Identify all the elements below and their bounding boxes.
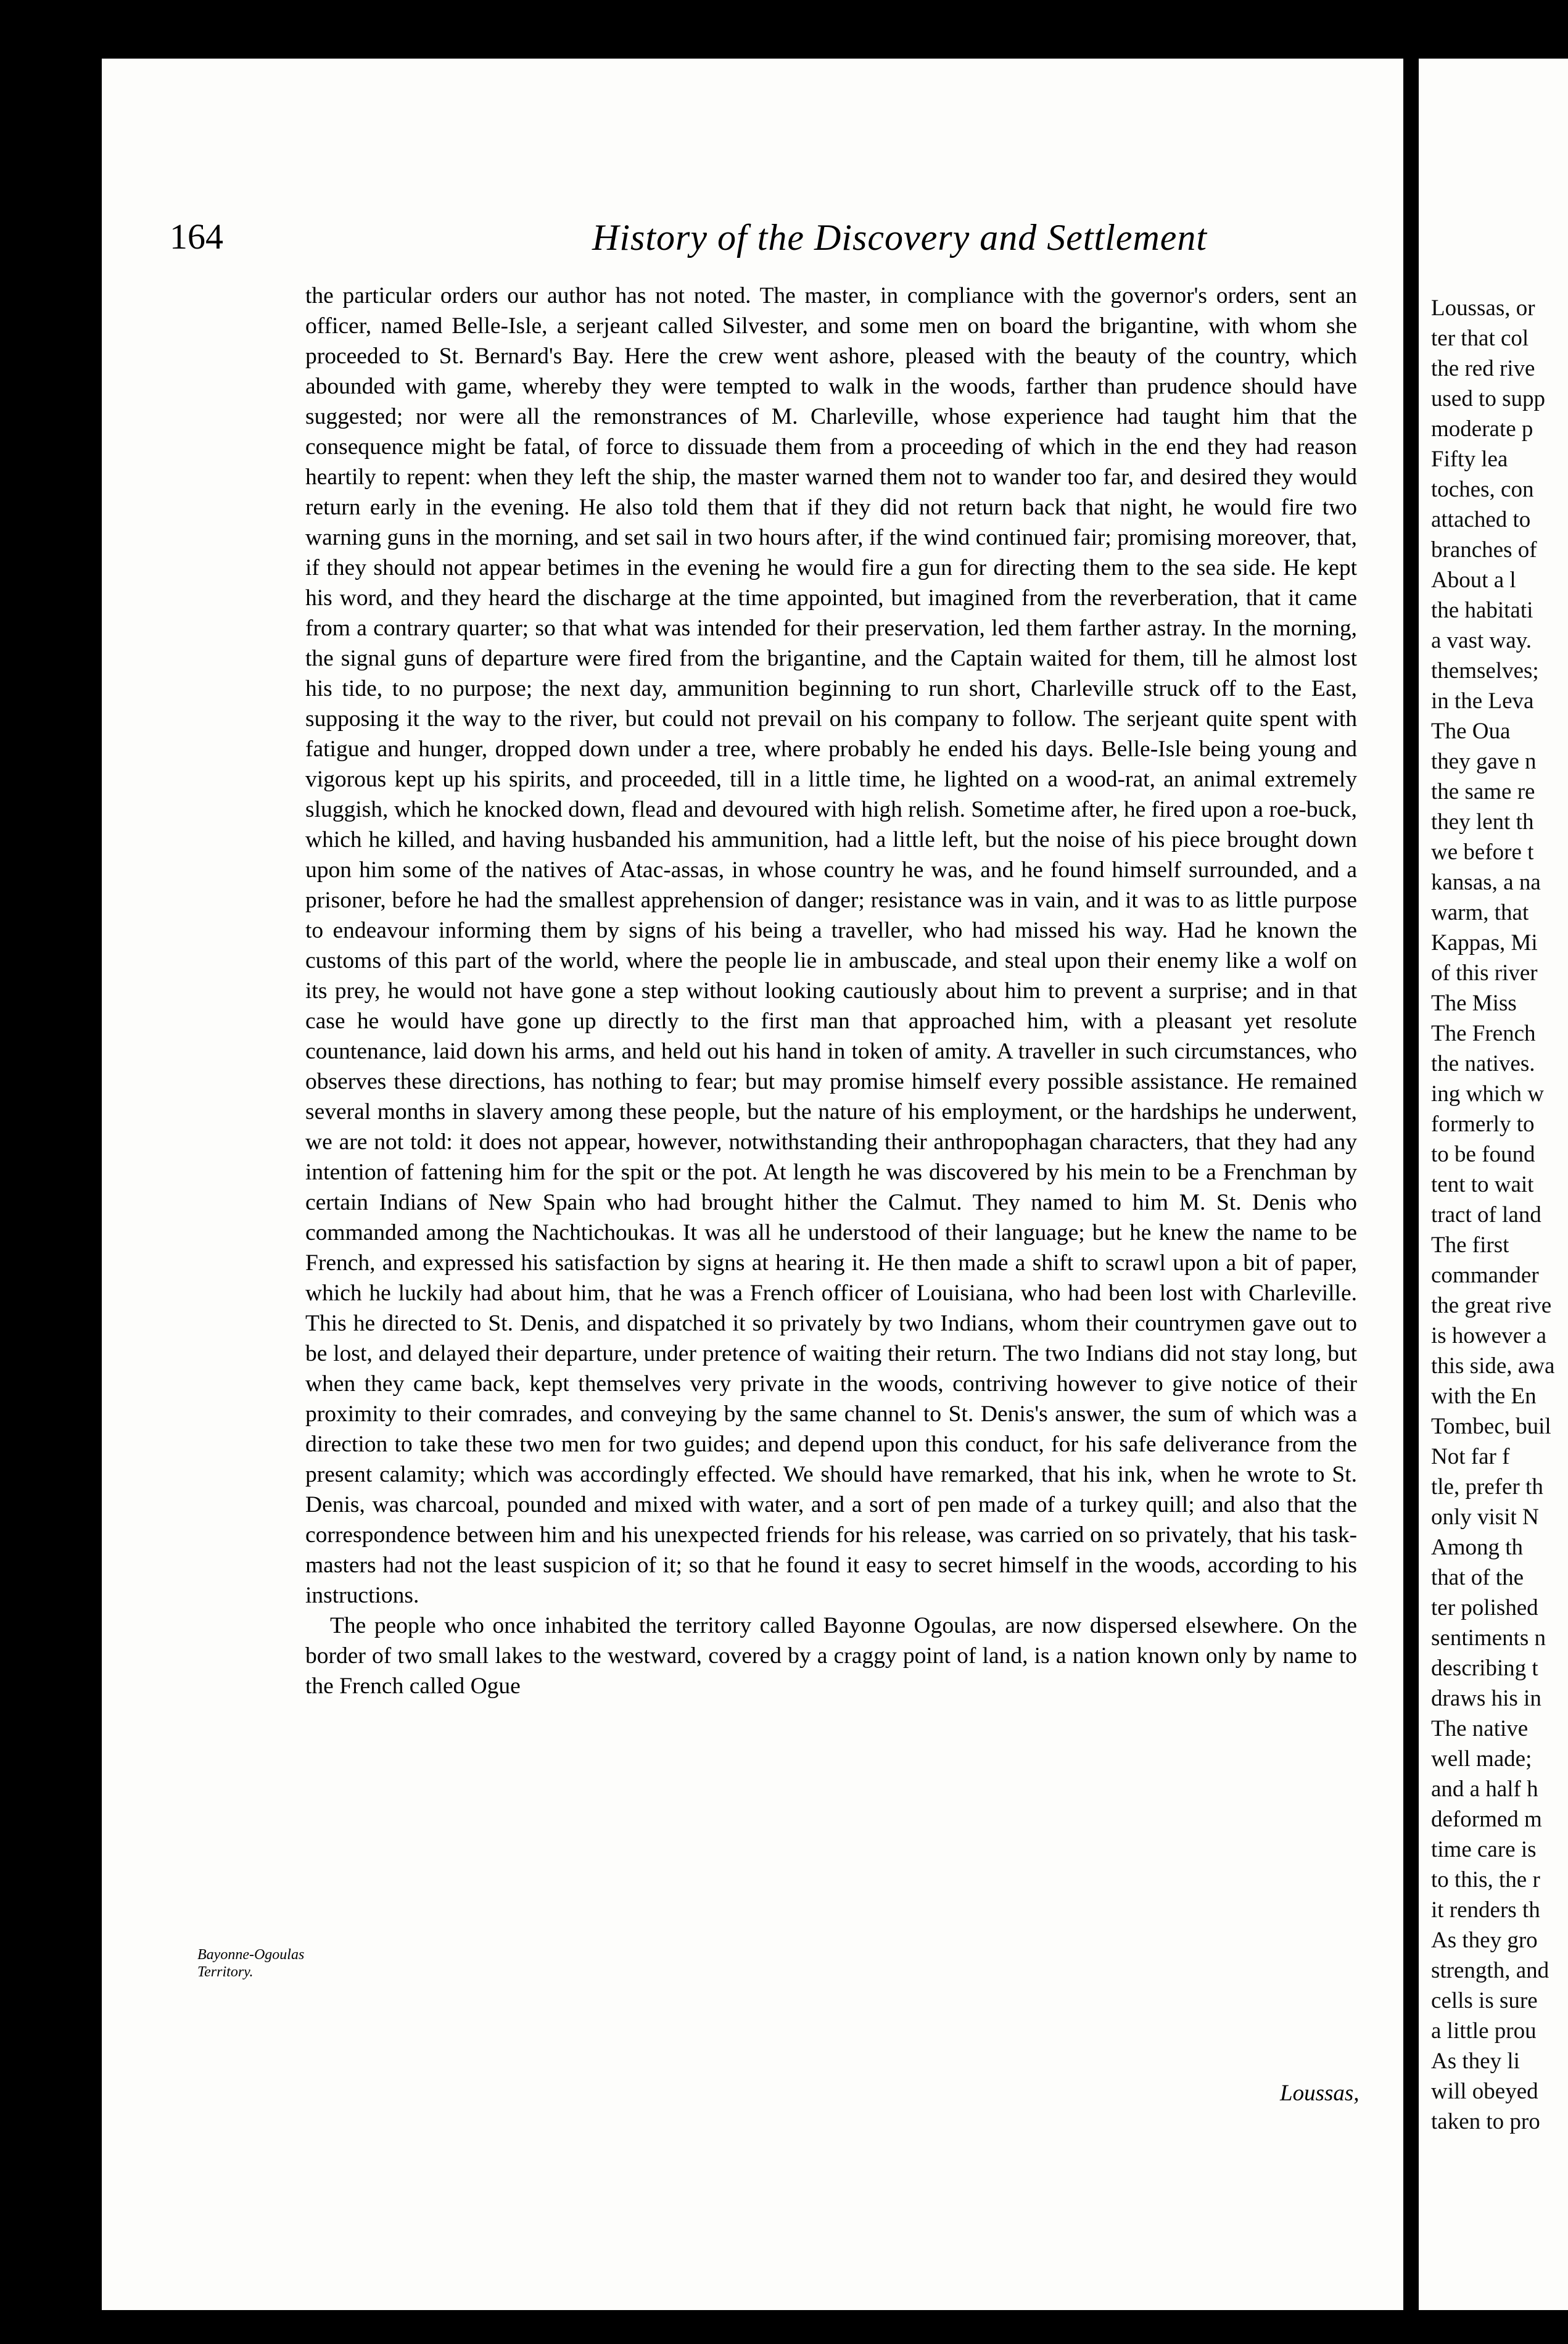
facing-page-line: moderate p — [1431, 416, 1533, 442]
facing-page-line: the red rive — [1431, 356, 1535, 381]
facing-page-line: attached to — [1431, 507, 1531, 532]
facing-page-line: the same re — [1431, 779, 1535, 804]
facing-page-line: formerly to — [1431, 1112, 1535, 1137]
facing-page-line: in the Leva — [1431, 688, 1534, 714]
facing-page-line: The French — [1431, 1021, 1536, 1046]
facing-page-line: the natives. — [1431, 1051, 1535, 1076]
facing-page-line: it renders th — [1431, 1897, 1540, 1923]
facing-page-line: Loussas, or — [1431, 295, 1535, 321]
facing-page-line: will obeyed — [1431, 2079, 1538, 2104]
facing-page-line: and a half h — [1431, 1777, 1538, 1802]
facing-page-line: a little prou — [1431, 2018, 1537, 2044]
facing-page-line: deformed m — [1431, 1807, 1542, 1832]
facing-page-lines — [1431, 293, 1568, 2137]
facing-page-line: The Miss — [1431, 991, 1517, 1016]
page-number: 164 — [170, 217, 223, 257]
facing-page-line: this side, awa — [1431, 1353, 1555, 1379]
facing-page-line: Tombec, buil — [1431, 1414, 1551, 1439]
facing-page-line: About a l — [1431, 567, 1516, 593]
facing-page-line: the great rive — [1431, 1293, 1552, 1318]
facing-page-line: they lent th — [1431, 809, 1534, 835]
facing-page-line: The Oua — [1431, 719, 1511, 744]
facing-page-line: toches, con — [1431, 477, 1534, 502]
facing-page-line: well made; — [1431, 1746, 1532, 1772]
facing-page-line: sentiments n — [1431, 1625, 1546, 1651]
facing-page-line: ter that col — [1431, 326, 1529, 351]
facing-page-line: to this, the r — [1431, 1867, 1540, 1892]
facing-page-line: a vast way. — [1431, 628, 1532, 653]
facing-page-line: tent to wait — [1431, 1172, 1534, 1197]
facing-page-line: with the En — [1431, 1384, 1537, 1409]
facing-page-line: warm, that — [1431, 900, 1529, 925]
facing-page-line: to be found — [1431, 1142, 1535, 1167]
facing-page-line: only visit N — [1431, 1504, 1539, 1530]
facing-page-line: used to supp — [1431, 386, 1545, 411]
facing-page-line: The native — [1431, 1716, 1529, 1741]
facing-page-line: strength, and — [1431, 1958, 1549, 1983]
facing-page-line: themselves; — [1431, 658, 1539, 683]
paragraph: the particular orders our author has not noted. The master, in compliance with the governor's orders, sent an officer, named Belle-Isle, a serjeant called Silvester, and some men on board the brigantine, with whom she proceeded to St. Bernard's Bay. Here the crew went ashore, pleased with the beauty of the country, which abounded with game, whereby they were tempted to walk in the woods, farther than prudence should have suggested; nor were all the remonstrances of M. Charleville, whose experience had taught him that the consequence might be fatal, of force to dissuade them from a proceeding of which in the end they had reason heartily to repent: when they left the ship, the master warned them not to wander too far, and desired they would return early in the evening. He also told them that if they did not return back that night, he would fire two warning guns in the morning, and set sail in two hours after, if the wind continued fair; promising moreover, that, if they should not appear betimes in the evening he would fire a gun for directing them to the sea side. He kept his word, and they heard the discharge at the time appointed, but imagined from the reverberation, that it came from a contrary quarter; so that what was intended for their preservation, led them farther astray. In the morning, the signal guns of departure were fired from the brigantine, and the Captain waited for them, till he almost lost his tide, to no purpose; the next day, ammunition beginning to run short, Charleville struck off to the East, supposing it the way to the river, but could not prevail on his company to follow. The serjeant quite spent with fatigue and hunger, dropped down under a tree, where probably he ended his days. Belle-Isle being young and vigorous kept up his spirits, and proceeded, till in a little time, he lighted on a wood-rat, an animal extremely sluggish, which he knocked down, flead and devoured with high relish. Sometime after, he fired upon a roe-buck, which he killed, and having husbanded his ammunition, had a little left, but the noise of his piece brought down upon him some of the natives of Atac-assas, in whose country he was, and he found himself surrounded, and a prisoner, before he had the smallest apprehension of danger; resistance was in vain, and it was to as little purpose to endeavour informing them by signs of his being a traveller, who had missed his way. Had he known the customs of this part of the world, where the people lie in ambuscade, and steal upon their enemy like a wolf on its prey, he would not have gone a step without looking cautiously about him to prevent a surprise; and in that case he would have gone up directly to the first man that approached him, with a pleasant yet resolute countenance, laid down his arms, and held out his hand in token of amity. A traveller in such circumstances, who observes these directions, has nothing to fear; but may promise himself every possible assistance. He remained several months in slavery among these people, but the nature of his employment, or the hardships he underwent, we are not told: it does not appear, however, notwithstanding their anthropophagan characters, that they had any intention of fattening him for the spit or the pot. At length he was discovered by his mein to be a Frenchman by certain Indians of New Spain who had brought hither the Calmut. They named to him M. St. Denis who commanded among the Nachtichoukas. It was all he understood of their language; but he knew the name to be French, and expressed his satisfaction by signs at hearing it. He then made a shift to scrawl upon a bit of paper, which he luckily had about him, that he was a French officer of Louisiana, who had been lost with Charleville. This he directed to St. Denis, and dispatched it so privately by two Indians, whom their countrymen gave out to be lost, and delayed their departure, under pretence of waiting their return. The two Indians did not stay long, but when they came back, kept themselves very private in the woods, contriving however to give notice of their proximity to their comrades, and conveying by the same channel to St. Denis's answer, the sum of which was a direction to take these two men for two guides; and depend upon this conduct, for his safe deliverance from the present calamity; which was accordingly effected. We should have remarked, that his ink, when he wrote to St. Denis, was charcoal, pounded and mixed with water, and a sort of pen made of a turkey quill; and also that the correspondence between him and his unexpected friends for his release, was carried on so privately, that his task-masters had not the least suspicion of it; so that he found it easy to secret himself in the woods, according to his instructions. — [305, 283, 1357, 1608]
catchword: Loussas, — [1280, 2081, 1360, 2106]
facing-page-line: Kappas, Mi — [1431, 930, 1538, 955]
facing-page-line: tract of land — [1431, 1202, 1541, 1228]
facing-page-line: draws his in — [1431, 1686, 1541, 1711]
facing-page-line: taken to pro — [1431, 2109, 1540, 2134]
facing-page-line: commander — [1431, 1263, 1539, 1288]
facing-page-line: As they li — [1431, 2049, 1520, 2074]
facing-page-line: ing which w — [1431, 1081, 1544, 1107]
facing-page-line: Among th — [1431, 1535, 1524, 1560]
facing-page-line: As they gro — [1431, 1928, 1538, 1953]
facing-page-line: tle, prefer th — [1431, 1474, 1543, 1500]
facing-page-line: we before t — [1431, 840, 1534, 865]
facing-page-line: branches of — [1431, 537, 1537, 563]
facing-page-line: of this river — [1431, 960, 1538, 986]
facing-page-line: they gave n — [1431, 749, 1537, 774]
facing-page-line: the habitati — [1431, 598, 1533, 623]
facing-page-line: ter polished — [1431, 1595, 1538, 1620]
running-head: History of the Discovery and Settlement — [592, 217, 1208, 258]
facing-page-line: Not far f — [1431, 1444, 1510, 1469]
facing-page-line: that of the — [1431, 1565, 1524, 1590]
paragraph: The people who once inhabited the territory called Bayonne Ogoulas, are now dispersed elsewhere. On the border of two small lakes to the westward, covered by a craggy point of land, is a nation known only by name to the French called Ogue — [305, 1613, 1357, 1699]
facing-page-line: cells is sure — [1431, 1988, 1538, 2013]
facing-page-line: describing t — [1431, 1656, 1538, 1681]
body-text — [305, 281, 1357, 1701]
facing-page-line: is however a — [1431, 1323, 1546, 1348]
facing-page-line: time care is — [1431, 1837, 1537, 1862]
facing-page-line: The first — [1431, 1232, 1509, 1258]
margin-note: Bayonne-Ogoulas Territory. — [197, 1947, 305, 1980]
facing-page-line: Fifty lea — [1431, 447, 1508, 472]
facing-page-edge — [1419, 59, 1568, 2310]
facing-page-line: kansas, a na — [1431, 870, 1541, 895]
